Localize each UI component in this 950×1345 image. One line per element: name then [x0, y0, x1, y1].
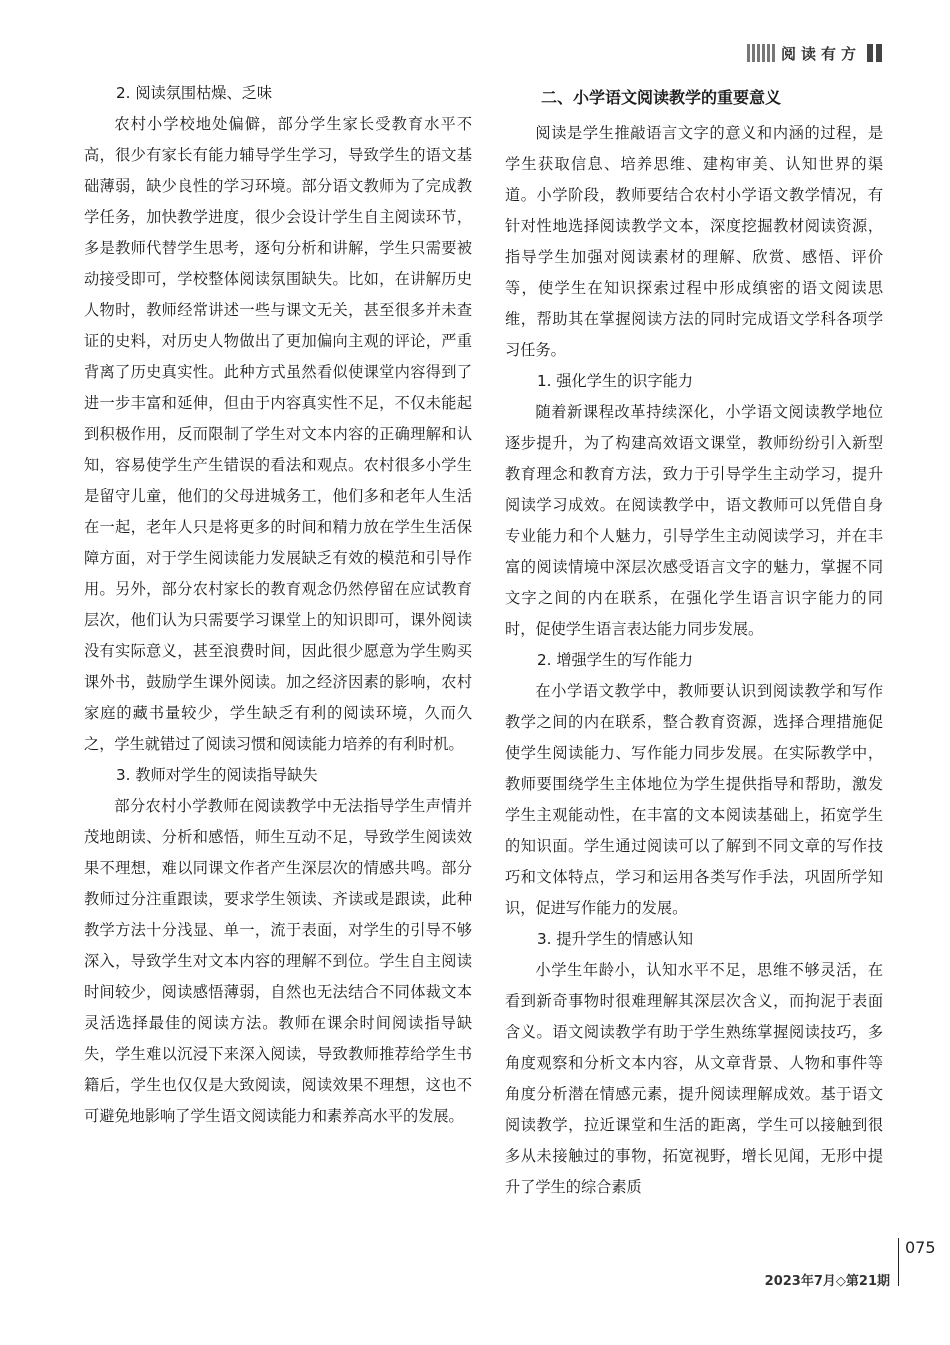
paragraph: 小学生年龄小，认知水平不足，思维不够灵活，在看到新奇事物时很难理解其深层次含义，而拘泥于表面含义。语文阅读教学有助于学生熟练掌握阅读技巧，多角度观察和分析文本内容，从文章背景、人物和事件等角度分析潜在情感元素，提升阅读理解成效。基于语文阅读教学，拉近课堂和生活的距离，学生可以接触到很多从未接触过的事物，拓宽视野，增长见闻，无形中提升了学生的综合素质 [505, 961, 883, 1196]
section-heading: 二、小学语文阅读教学的重要意义 [541, 88, 782, 107]
header-stripes-decoration [747, 44, 775, 62]
issue-date: 2023年7月◇第21期 [764, 1274, 890, 1289]
left-column [84, 78, 472, 1132]
header-bars-decoration [867, 44, 882, 62]
paragraph: 阅读是学生推敲语言文字的意义和内涵的过程，是学生获取信息、培养思维、建构审美、认知世界的渠道。小学阶段，教师要结合农村小学语文教学情况，有针对性地选择阅读教学文本，深度挖掘教材阅读资源，指导学生加强对阅读素材的理解、欣赏、感悟、评价等，使学生在知识探索过程中形成缜密的语文阅读思维，帮助其在掌握阅读方法的同时完成语文学科各项学习任务。 [505, 124, 883, 359]
paragraph: 在小学语文教学中，教师要认识到阅读教学和写作教学之间的内在联系，整合教育资源，选择合理措施促使学生阅读能力、写作能力同步发展。在实际教学中，教师要围绕学生主体地位为学生提供指导和帮助，激发学生主观能动性，在丰富的文本阅读基础上，拓宽学生的知识面。学生通过阅读可以了解到不同文章的写作技巧和文体特点，学习和运用各类写作手法，巩固所学知识，促进写作能力的发展。 [505, 682, 883, 917]
subheading-1: 1. 强化学生的识字能力 [537, 372, 694, 390]
page-number-rule [898, 1238, 899, 1286]
subheading-2: 2. 增强学生的写作能力 [537, 651, 694, 669]
subheading-3: 3. 提升学生的情感认知 [537, 930, 694, 948]
paragraph: 部分农村小学教师在阅读教学中无法指导学生声情并茂地朗读、分析和感悟，师生互动不足，导致学生阅读效果不理想，难以同课文作者产生深层次的情感共鸣。部分教师过分注重跟读，要求学生领读、齐读或是跟读，此种教学方法十分浅显、单一，流于表面，对学生的引导不够深入，导致学生对文本内容的理解不到位。学生自主阅读时间较少，阅读感悟薄弱，自然也无法结合不同体裁文本灵活选择最佳的阅读方法。教师在课余时间阅读指导缺失，学生难以沉浸下来深入阅读，导致教师推荐给学生书籍后，学生也仅仅是大致阅读，阅读效果不理想，这也不可避免地影响了学生语文阅读能力和素养高水平的发展。 [84, 797, 472, 1125]
page-number: 075 [905, 1238, 936, 1257]
running-header [747, 40, 882, 66]
paragraph: 农村小学校地处偏僻，部分学生家长受教育水平不高，很少有家长有能力辅导学生学习，导致学生的语文基础薄弱，缺少良性的学习环境。部分语文教师为了完成教学任务，加快教学进度，很少会设计学生自主阅读环节，多是教师代替学生思考，逐句分析和讲解，学生只需要被动接受即可，学校整体阅读氛围缺失。比如，在讲解历史人物时，教师经常讲述一些与课文无关，甚至很多并未查证的史料，对历史人物做出了更加偏向主观的评论，严重背离了历史真实性。此种方式虽然看似使课堂内容得到了进一步丰富和延伸，但由于内容真实性不足，不仅未能起到积极作用，反而限制了学生对文本内容的正确理解和认知，容易使学生产生错误的看法和观点。农村很多小学生是留守儿童，他们的父母进城务工，他们多和老年人生活在一起，老年人只是将更多的时间和精力放在学生生活保障方面，对于学生阅读能力发展缺乏有效的模范和引导作用。另外，部分农村家长的教育观念仍然停留在应试教育层次，他们认为只需要学习课堂上的知识即可，课外阅读没有实际意义，甚至浪费时间，因此很少愿意为学生购买课外书，鼓励学生课外阅读。加之经济因素的影响，农村家庭的藏书量较少，学生缺乏有利的阅读环境，久而久之，学生就错过了阅读习惯和阅读能力培养的有利时机。 [84, 115, 472, 753]
paragraph: 随着新课程改革持续深化，小学语文阅读教学地位逐步提升，为了构建高效语文课堂，教师纷纷引入新型教育理念和教育方法，致力于引导学生主动学习，提升阅读学习成效。在阅读教学中，语文教师可以凭借自身专业能力和个人魅力，引导学生主动阅读学习，并在丰富的阅读情境中深层次感受语言文字的魅力，掌握不同文字之间的内在联系，在强化学生语言识字能力的同时，促使学生语言表达能力同步发展。 [505, 403, 883, 638]
subheading-2: 2. 阅读氛围枯燥、乏味 [116, 84, 273, 102]
subheading-3: 3. 教师对学生的阅读指导缺失 [116, 766, 318, 784]
section-title: 阅读有方 [780, 44, 861, 63]
right-column [505, 78, 883, 1203]
